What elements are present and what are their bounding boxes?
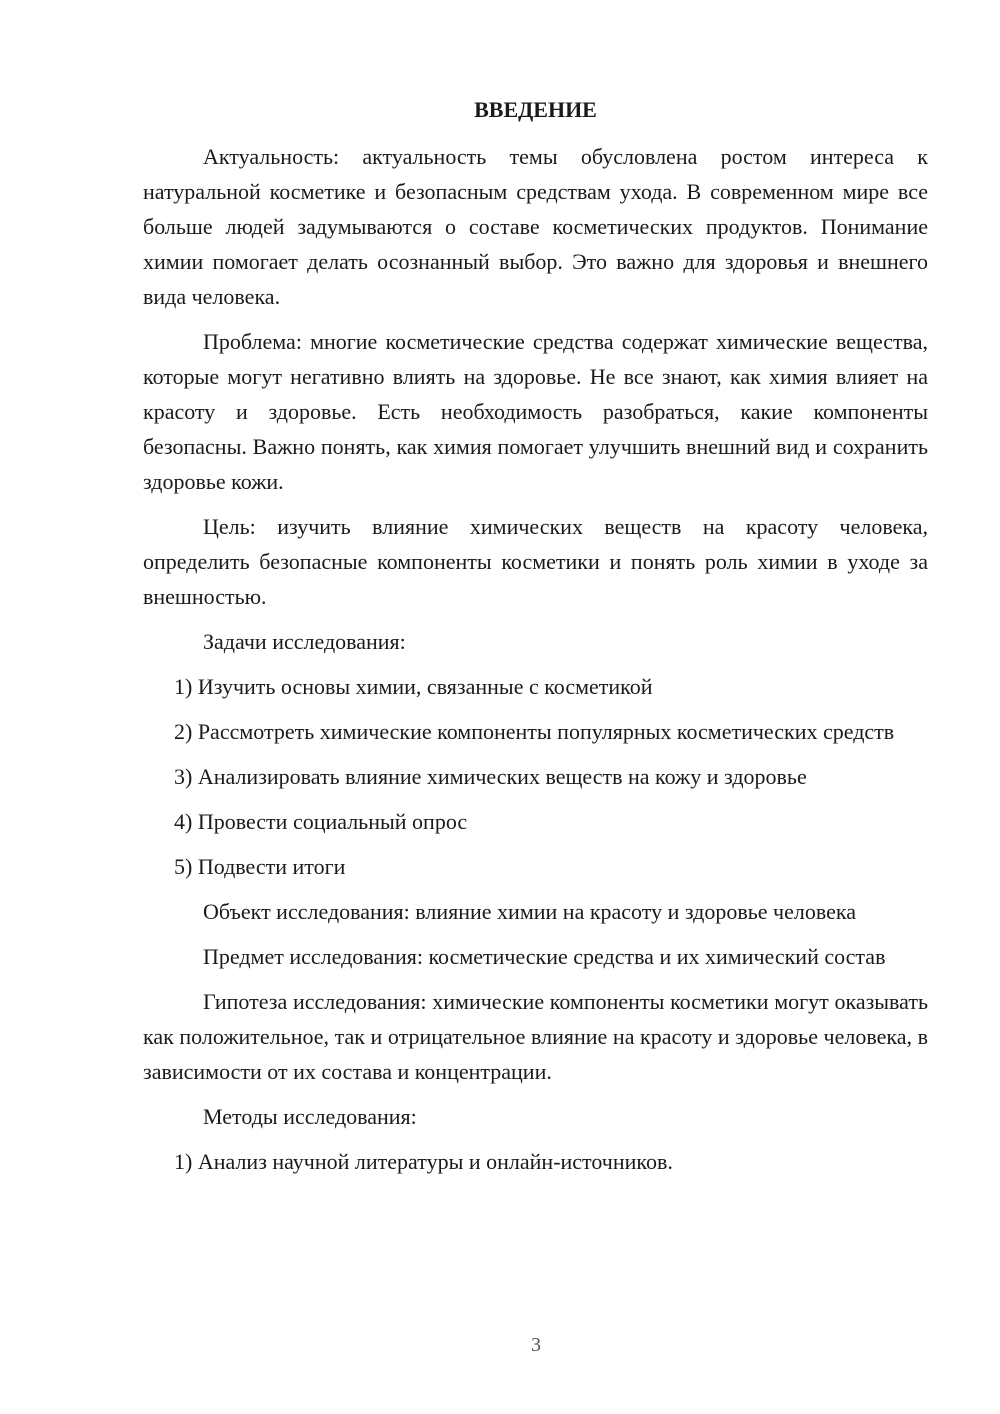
- paragraph-problem: Проблема: многие косметические средства содержат химические вещества, которые могут негативно влиять на здоровье. Не все знают, как химия влияет на красоту и здоровье. Есть необходимость разобраться, какие компоненты безопасны. Важно понять, как химия помогает улучшить внешний вид и сохранить здоровье кожи.: [143, 329, 928, 494]
- paragraph-relevance: Актуальность: актуальность темы обусловлена ростом интереса к натуральной косметике и безопасным средствам ухода. В современном мире все больше людей задумываются о составе косметических продуктов. Понимание химии помогает делать осознанный выбор. Это важно для здоровья и внешнего вида человека.: [143, 144, 928, 309]
- page-number: 3: [531, 1334, 541, 1356]
- paragraph-object: Объект исследования: влияние химии на красоту и здоровье человека: [203, 899, 856, 924]
- methods-title: Методы исследования:: [203, 1104, 417, 1129]
- task-item-2: 2) Рассмотреть химические компоненты популярных косметических средств: [174, 719, 895, 744]
- task-item-4: 4) Провести социальный опрос: [174, 809, 468, 834]
- paragraph-hypothesis: Гипотеза исследования: химические компоненты косметики могут оказывать как положительное, так и отрицательное влияние на красоту и здоровье человека, в зависимости от их состава и концентрации.: [143, 989, 928, 1084]
- task-item-1: 1) Изучить основы химии, связанные с косметикой: [174, 674, 653, 699]
- task-item-5: 5) Подвести итоги: [174, 854, 346, 879]
- page-content: [143, 92, 928, 1179]
- paragraph-subject: Предмет исследования: косметические средства и их химический состав: [203, 944, 886, 969]
- tasks-title: Задачи исследования:: [203, 629, 406, 654]
- task-item-3: 3) Анализировать влияние химических веществ на кожу и здоровье: [174, 764, 807, 789]
- paragraph-goal: Цель: изучить влияние химических веществ на красоту человека, определить безопасные компоненты косметики и понять роль химии в уходе за внешностью.: [143, 514, 928, 609]
- method-item-1: 1) Анализ научной литературы и онлайн-источников.: [174, 1149, 673, 1174]
- page-title: ВВЕДЕНИЕ: [474, 97, 597, 122]
